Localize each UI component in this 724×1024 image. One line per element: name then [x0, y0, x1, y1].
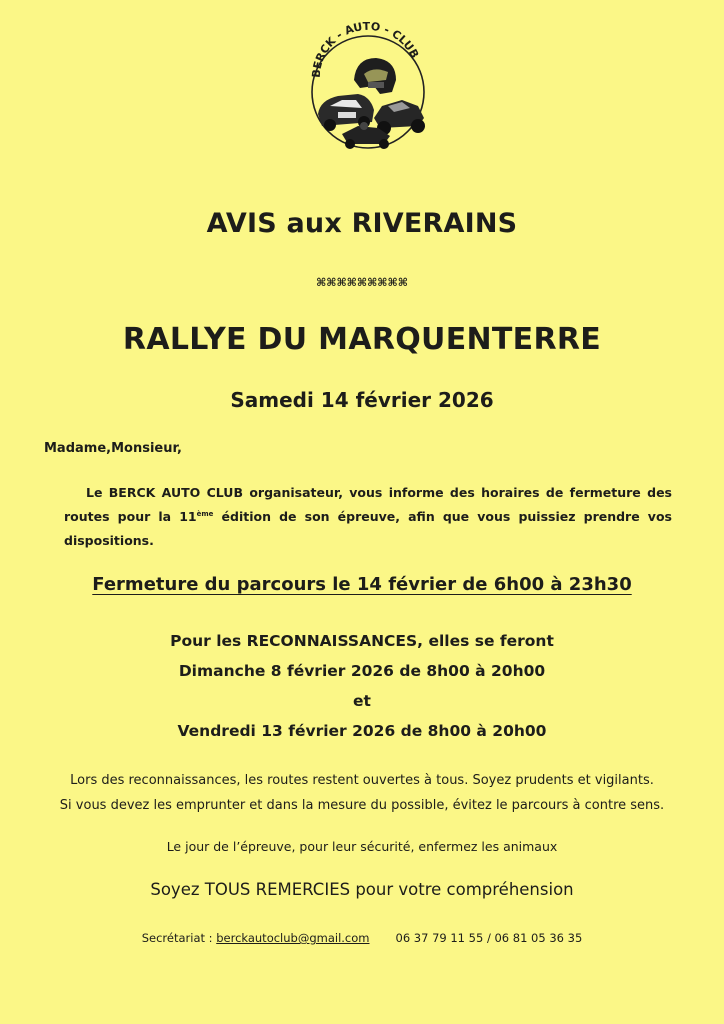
safety-note — [0, 768, 724, 818]
contact-label: Secrétariat : — [141, 931, 217, 945]
reconnaissance-intro: Pour les RECONNAISSANCES, elles se feront — [170, 632, 554, 650]
animals-notice: Le jour de l’épreuve, pour leur sécurité, enfermez les animaux — [166, 839, 558, 854]
contact-email-link[interactable]: berckautoclub@gmail.com — [216, 931, 370, 945]
thanks-line: Soyez TOUS REMERCIES pour votre compréhension — [150, 880, 574, 899]
berck-auto-club-logo — [298, 22, 436, 154]
reconnaissance-date-1: Dimanche 8 février 2026 de 8h00 à 20h00 — [178, 662, 546, 680]
contact-line — [0, 931, 724, 945]
notice-title: AVIS aux RIVERAINS — [206, 208, 518, 239]
intro-paragraph — [64, 481, 672, 553]
road-closure-notice: Fermeture du parcours le 14 février de 6h00 à 23h30 — [92, 574, 632, 595]
contact-phones: 06 37 79 11 55 / 06 81 05 36 35 — [395, 931, 583, 945]
reconnaissance-and: et — [353, 692, 371, 710]
reconnaissance-date-2: Vendredi 13 février 2026 de 8h00 à 20h00 — [177, 722, 547, 740]
helmet-icon — [354, 58, 396, 94]
ornament-divider: ⌘⌘⌘⌘⌘⌘⌘⌘⌘ — [316, 276, 408, 289]
event-name: RALLYE DU MARQUENTERRE — [122, 322, 602, 357]
event-date: Samedi 14 février 2026 — [230, 388, 494, 412]
safety-note-line-2: Si vous devez les emprunter et dans la mesure du possible, évitez le parcours à contre sens. — [59, 798, 665, 813]
reconnaissance-block — [0, 626, 724, 746]
intro-superscript: ème — [196, 509, 214, 518]
safety-note-line-1: Lors des reconnaissances, les routes restent ouvertes à tous. Soyez prudents et vigilants. — [70, 773, 654, 788]
salutation: Madame,Monsieur, — [44, 441, 182, 456]
buggy-icon — [374, 100, 425, 135]
intro-text-part1: Le BERCK AUTO CLUB organisateur, vous informe des horaires de fermeture des routes pour la 11 — [64, 485, 672, 524]
intro-text-part2: édition de son épreuve, afin que vous puissiez prendre vos dispositions. — [64, 509, 672, 548]
logo-text: BERCK - AUTO - CLUB — [309, 22, 422, 79]
